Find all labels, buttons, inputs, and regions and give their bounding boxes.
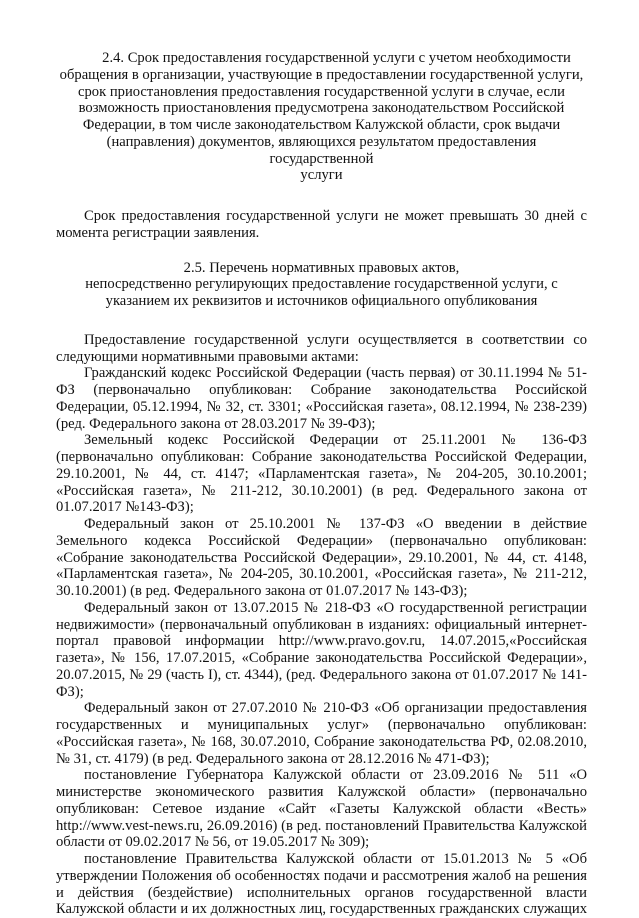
heading-line: возможность приостановления предусмотрена законодательством Российской [78, 100, 565, 117]
heading-line: непосредственно регулирующих предоставление государственной услуги, с [85, 276, 558, 293]
paragraph: постановление Правительства Калужской области от 15.01.2013 № 5 «Об утверждении Положения об особенностях подачи и рассмотрения жалоб на решения и действия (бездействие) исполнительных органов государственной власти Калужской области и их должностных лиц, государственных гражданских служащих [56, 851, 587, 918]
heading-line: услуги [300, 167, 343, 184]
section-2-4-heading [56, 50, 587, 184]
heading-line: указанием их реквизитов и источников официального опубликования [105, 293, 538, 309]
paragraph: Федеральный закон от 27.07.2010 № 210-ФЗ «Об организации предоставления государственных и муниципальных услуг» (первоначально опубликован: «Российская газета», № 168, 30.07.2010, Собрание законодательства РФ, 02.08.2010, № 31, ст. 4179) (в ред. Федерального закона от 28.12.2016 № 471-ФЗ); [56, 700, 587, 767]
heading-line: Федерации, в том числе законодательством Калужской области, срок выдачи [82, 117, 561, 133]
paragraph: Гражданский кодекс Российской Федерации (часть первая) от 30.11.1994 № 51-ФЗ (первоначально опубликован: Собрание законодательства Российской Федерации, 05.12.1994, № 32, ст. 3301; «Российская газета», 08.12.1994, № 238-239) (ред. Федерального закона от 28.03.2017 № 39-ФЗ); [56, 365, 587, 432]
paragraph: Срок предоставления государственной услуги не может превышать 30 дней с момента регистрации заявления. [56, 208, 587, 241]
section-2-4-body [56, 208, 587, 242]
paragraph: Земельный кодекс Российской Федерации от 25.11.2001 № 136-ФЗ (первоначально опубликован: Собрание законодательства Российской Федерации, 29.10.2001, № 44, ст. 4147; «Парламентская газета», № 204-205, 30.10.2001; «Российская газета», № 211-212, 30.10.2001) (в ред. Федерального закона от 01.07.2017 №143-ФЗ); [56, 432, 587, 516]
section-2-5-heading [56, 260, 587, 310]
paragraph: Федеральный закон от 13.07.2015 № 218-ФЗ «О государственной регистрации недвижимости» (первоначальный опубликован в изданиях: официальный интернет-портал правовой информации http://www.pravo.gov.ru, 14.07.2015,«Российская газета», № 156, 17.07.2015, «Собрание законодательства Российской Федерации», 20.07.2015, № 29 (часть I), ст. 4344), (ред. Федерального закона от 01.07.2017 № 141-ФЗ); [56, 599, 587, 700]
heading-line: 2.5. Перечень нормативных правовых актов, [183, 259, 460, 276]
heading-line: обращения в организации, участвующие в предоставлении государственной услуги, [59, 66, 584, 83]
section-2-5-body [56, 332, 587, 918]
heading-line: 2.4. Срок предоставления государственной услуги с учетом необходимости [102, 50, 571, 66]
heading-line: (направления) документов, являющихся результатом предоставления государственной [106, 133, 537, 167]
heading-line: срок приостановления предоставления государственной услуги в случае, если [78, 83, 565, 100]
paragraph: Федеральный закон от 25.10.2001 № 137-ФЗ «О введении в действие Земельного кодекса Российской Федерации» (первоначально опубликован: «Собрание законодательства Российской Федерации», 29.10.2001, № 44, ст. 4148, «Парламентская газета», № 204-205, 30.10.2001, «Российская газета», № 211-212, 30.10.2001) (в ред. Федерального закона от 01.07.2017 № 143-ФЗ); [56, 516, 587, 599]
paragraph: постановление Губернатора Калужской области от 23.09.2016 № 511 «О министерстве экономического развития Калужской области» (первоначально опубликован: Сетевое издание «Сайт «Газеты Калужской области «Весть» http://www.vest-news.ru, 26.09.2016) (в ред. постановлений Правительства Калужской области от 09.02.2017 № 56, от 19.05.2017 № 309); [56, 767, 587, 851]
paragraph: Предоставление государственной услуги осуществляется в соответствии со следующими нормативными правовыми актами: [56, 331, 587, 365]
